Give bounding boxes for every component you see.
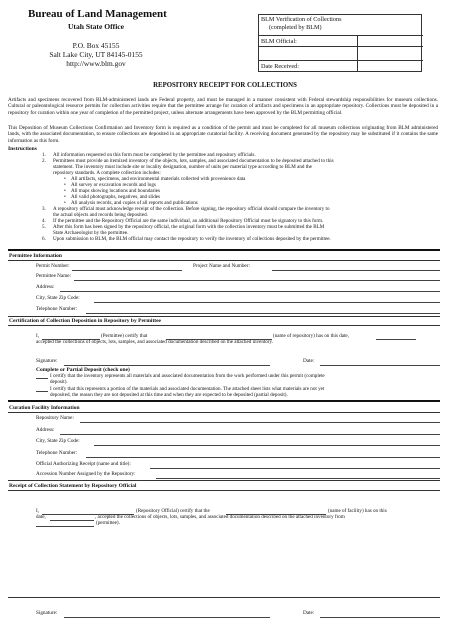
- blm-official-label: BLM Official:: [261, 38, 297, 45]
- blm-verification-box: [258, 14, 422, 72]
- official-signature-field[interactable]: [64, 617, 270, 618]
- receipt-text: , accepted the collections of objects, lots, samples, and associated documentation described on the attached inventory from: [95, 514, 345, 520]
- deposit-text: I certify that this represents a portion of the materials and associated documentation. The attached sheet lists what materials are not yet: [50, 386, 325, 392]
- po-box: P.O. Box 45155: [72, 41, 120, 50]
- deposit-text: I certify that the inventory represents all materials and associated documentation from the work performed under this permit (complete: [50, 373, 325, 379]
- repository-phone-label: Telephone Number:: [36, 450, 78, 456]
- permittee-city-label: City, State Zip Code:: [36, 295, 80, 301]
- permittee-signature-field[interactable]: [64, 365, 270, 366]
- instruction-text: All information requested on this form must be completed by the permittee and repository officials.: [53, 152, 256, 158]
- verification-title: BLM Verification of Collections: [261, 16, 342, 23]
- form-title: REPOSITORY RECEIPT FOR COLLECTIONS: [153, 82, 297, 89]
- website-link[interactable]: http://www.blm.gov: [66, 59, 126, 68]
- official-date-label: Date:: [303, 610, 315, 616]
- certification-heading: Certification of Collection Deposition in Repository by Permittee: [9, 318, 161, 324]
- authorizing-official-field[interactable]: [150, 468, 440, 469]
- instruction-number: 4.: [42, 218, 46, 224]
- receipt-text: (permittee).: [96, 520, 120, 526]
- instruction-number: 3.: [42, 206, 46, 212]
- permittee-date-field[interactable]: [320, 365, 440, 366]
- partial-deposit-checkbox[interactable]: [36, 391, 48, 392]
- instruction-text: repository standards. A complete collection includes:: [53, 170, 161, 176]
- instruction-number: 1.: [42, 152, 46, 158]
- instruction-text: statement. The inventory must include site or locality designation, number of units per material type according to BLM and the: [53, 164, 312, 170]
- instruction-text: Permittees must provide an itemized inventory of the objects, lots, samples, and associated documentation to be deposited attached to this: [53, 158, 334, 164]
- permittee-signature-label: Signature:: [36, 358, 58, 364]
- receipt-text: date,: [36, 514, 46, 520]
- bullet-icon: •: [64, 176, 66, 182]
- instruction-text: the actual objects and records being deposited.: [53, 212, 148, 218]
- repository-address-label: Address:: [36, 427, 55, 433]
- bullet-item: All analysis records, and copies of all reports and publications: [71, 200, 198, 206]
- bullet-icon: •: [64, 194, 66, 200]
- bullet-icon: •: [64, 200, 66, 206]
- bullet-item: All valid photographs, negatives, and slides: [71, 194, 160, 200]
- permittee-name-field[interactable]: [74, 280, 440, 281]
- instruction-text: State Archaeologist by the permittee.: [53, 230, 129, 236]
- section-divider: [8, 400, 440, 402]
- city-address: Salt Lake City, UT 84145-0155: [49, 50, 143, 59]
- instruction-text: Upon submission to BLM, the BLM official may contact the repository to verify the inventory of collections deposited by the permittee.: [53, 236, 331, 242]
- cert-date-field[interactable]: [376, 339, 416, 340]
- permittee-address-field[interactable]: [60, 291, 440, 292]
- accession-number-field[interactable]: [156, 478, 440, 479]
- repository-address-field[interactable]: [60, 434, 440, 435]
- agency-name: Bureau of Land Management: [28, 8, 167, 20]
- bullet-icon: •: [64, 182, 66, 188]
- instruction-number: 5.: [42, 224, 46, 230]
- permittee-phone-field[interactable]: [86, 313, 440, 314]
- permittee-name-label: Permittee Name:: [36, 273, 72, 279]
- receipt-date-field[interactable]: [50, 520, 94, 521]
- official-signature-label: Signature:: [36, 610, 58, 616]
- divider: [8, 490, 440, 491]
- receipt-text: I,: [36, 508, 39, 514]
- divider: [8, 316, 440, 317]
- verification-subtitle: (completed by BLM): [269, 24, 322, 31]
- instruction-number: 6.: [42, 236, 46, 242]
- deposit-text: deposit).: [50, 379, 68, 385]
- repository-city-field[interactable]: [94, 445, 440, 446]
- date-received-label: Date Received:: [261, 63, 299, 70]
- receipt-permittee-field[interactable]: [36, 526, 94, 527]
- permittee-heading: Permittee Information: [9, 253, 62, 259]
- bullet-item: All maps showing locations and boundaries: [71, 188, 160, 194]
- curation-heading: Curation Facility Information: [9, 405, 80, 411]
- deposition-paragraph: This Deposition of Museum Collections Confirmation and Inventory form is required as a condition of the permit and must be completed for all museum collections originating from BLM administered lands, with the associated documentation, to ensure collections are deposited in an appropriate curatorial facility. A receiving document generated by the repository may be substituted if it contains the same information as this form.: [8, 125, 438, 144]
- divider: [8, 480, 440, 481]
- cert-text: I,: [36, 333, 39, 339]
- divider: [8, 412, 440, 413]
- deposit-text: deposited, the reason they are not deposited at this time and when they are expected to be deposited (partial deposit).: [50, 392, 288, 398]
- bullet-item: All artifacts, specimens, and environmental materials collected with provenience data: [71, 176, 246, 182]
- permit-number-field[interactable]: [72, 270, 182, 271]
- receipt-heading: Receipt of Collection Statement by Repository Official: [9, 483, 137, 489]
- cert-text: (Permittee) certify that: [101, 333, 148, 339]
- repository-city-label: City, State Zip Code:: [36, 438, 80, 444]
- bullet-item: All survey or excavation records and logs: [71, 182, 156, 188]
- divider: [8, 325, 440, 326]
- accession-number-label: Accession Number Assigned by the Repository:: [36, 471, 136, 477]
- permittee-city-field[interactable]: [94, 302, 440, 303]
- divider: [8, 597, 440, 598]
- instruction-text: A repository official must acknowledge receipt of the collection. Before signing, the repository official should compare the inventory to: [53, 206, 330, 212]
- repository-phone-field[interactable]: [86, 457, 440, 458]
- instructions-heading: Instructions: [8, 146, 37, 152]
- receipt-text: (name of facility) has on this: [328, 508, 387, 514]
- permittee-phone-label: Telephone Number:: [36, 306, 78, 312]
- repository-name-label: Repository Name:: [36, 415, 74, 421]
- official-date-field[interactable]: [320, 617, 440, 618]
- permit-number-label: Permit Number:: [36, 263, 70, 269]
- office-name: Utah State Office: [67, 22, 125, 31]
- project-field[interactable]: [272, 270, 440, 271]
- divider: [8, 260, 440, 261]
- repository-name-input[interactable]: [80, 422, 440, 423]
- authorizing-official-label: Official Authorizing Receipt (name and title):: [36, 461, 131, 467]
- cert-text: (name of repository) has on this date,: [273, 333, 349, 339]
- project-label: Project Name and Number:: [193, 263, 250, 269]
- deposit-heading: Complete or Partial Deposit (check one): [36, 367, 130, 373]
- instruction-number: 2.: [42, 158, 46, 164]
- instruction-text: After this form has been signed by the repository official, the original form with the collection inventory must be submitted the BLM: [53, 224, 325, 230]
- instruction-text: If the permittee and the Repository Official are the same individual, an additional Repository Official must be signatory to this form.: [53, 218, 324, 224]
- receipt-text: (Repository Official) certify that the: [136, 508, 210, 514]
- bullet-icon: •: [64, 188, 66, 194]
- section-divider: [8, 249, 440, 251]
- permittee-date-label: Date:: [303, 358, 315, 364]
- intro-paragraph: Artifacts and specimens recovered from BLM-administered lands are Federal property, and must be managed in a manner consistent with Federal stewardship responsibilities for museum collections. Cultural or paleontological resource permits for collection activities require that the permittee arrange for curation of artifacts and specimens in an appropriate repository. Collections must be deposited in a repository for curation within one year of completion of the permitted project, unless alternate arrangements have been approved by the BLM permitting official.: [8, 97, 438, 116]
- complete-deposit-checkbox[interactable]: [36, 378, 48, 379]
- permittee-address-label: Address:: [36, 284, 55, 290]
- cert-text: accepted the collections of objects, lots, samples, and associated documentation described on the attached inventory.: [36, 339, 274, 345]
